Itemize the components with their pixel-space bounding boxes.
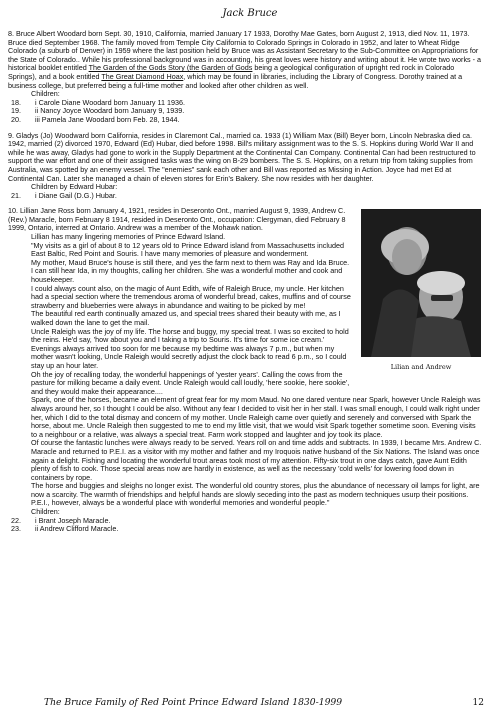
child-name: i Diane Gail (D.G.) Hubar.: [35, 190, 117, 200]
book-title-garden-of-gods: The Garden of the Gods Story (the Garden of Gods: [88, 63, 253, 73]
child-number: 18.: [11, 97, 21, 107]
entry-8-text: [8, 30, 482, 90]
child-number: 23.: [11, 524, 21, 534]
book-title-great-diamond-hoax: The Great Diamond Hoax: [101, 71, 184, 81]
memory-paragraph: My mother, Maud Bruce's house is still there, and yes the farm next to them was Ray and Ida Bruce. I can still hear Ida, in my thoughts, calling her children. She was a wonderful mother and cook and housekeeper.: [31, 257, 350, 285]
photo-lilian-and-andrew: [361, 209, 481, 357]
child-number: 19.: [11, 106, 21, 116]
child-name: i Carole Diane Woodard born January 11 1936.: [35, 97, 185, 107]
entry-8-children-label: Children:: [31, 89, 60, 99]
memory-paragraph: "My visits as a girl of about 8 to 12 years old to Prince Edward island from Massachusetts included East Baltic, Red Point and Souris. I have many memories of pleasure and wonderment.: [31, 240, 344, 259]
entry-8: [8, 30, 482, 125]
entry-9: [8, 132, 482, 201]
page-header: Jack Bruce: [222, 8, 278, 19]
page-number: 12: [472, 698, 484, 708]
entry-10-children-label: Children:: [31, 507, 60, 517]
memory-paragraph: Spark, one of the horses, became an element of great fear for my mom Maud. No one dared venture near Spark, however Uncle Raleigh was always around her, so I thought I could be also. Without any fear I decided to visit her in her stall. I was small enough, I could walk right under her, which I did to the total dismay and concern of my mother. Uncle Raleigh came over quietly and serenely and conversed with Spark the horse, about me. Uncle Raleigh then suggested to me to end my little visit, that we would visit Spark together sometime soon. Evening visits to a neighbour or a relative, was always a special treat. Farm work stopped and laughter and joy took its place.: [31, 395, 481, 439]
memory-paragraph: Oh the joy of recalling today, the wonderful happenings of 'yester years'. Calling the cows from the pasture for milking became a daily event. Uncle Raleigh would call loudly, 'here sookie, here sookie', and they would make their appearance....: [31, 369, 350, 396]
child-name: i Brant Joseph Maracle.: [35, 515, 111, 525]
footer-title: The Bruce Family of Red Point Prince Edward Island 1830-1999: [44, 697, 343, 708]
memory-paragraph: The beautiful red earth continually amazed us, and special trees shared their beauty with me, as I walked down the lane to get the mail.: [31, 309, 341, 327]
entry-10: [8, 207, 482, 534]
photo-caption: Lilian and Andrew: [390, 363, 452, 372]
child-number: 21.: [11, 190, 21, 200]
child-row: [8, 116, 482, 125]
entry-8-text-part-3: , which may be found in libraries, including the Library of Congress. Dorothy trained at a business college, but preferred being a full-time mother and looked after other children as well.: [8, 71, 463, 90]
entry-8-text-part-2: being a geological configuration of upright red rock in Colorado Springs), and a book entitled: [8, 63, 455, 81]
child-name: ii Nancy Joyce Woodard born January 9, 1939.: [35, 106, 185, 116]
entry-8-text-part-1: 8. Bruce Albert Woodard born Sept. 30, 1910, California, married January 17 1933, Dorothy Mae Gates, born August 2, 1913, died Nov. 11, 1973. Bruce died September 1968. The family moved from Temple City California to Colorado Springs in Colorado in 1952, and later to Wheat Ridge Colorado (a suburb of Denver) in 1959 where the last position held by Bruce was as Assistant Secretary to the Sub-Committee on Appropriations for the State of Colorado.. While his professional background was in accounting, his great loves were history and writing about it. He wrote two works - a historical booklet entitled: [8, 29, 482, 73]
child-name: iii Pamela Jane Woodard born Feb. 28, 1944.: [35, 114, 180, 124]
photo-figure: [360, 209, 482, 377]
page-footer: [44, 697, 484, 708]
memory-paragraph: Lillian has many lingering memories of Prince Edward Island.: [31, 232, 226, 242]
entry-9-children-label: Children by Edward Hubar:: [31, 182, 118, 192]
memory-paragraph: Of course the fantastic lunches were always ready to be served. Years roll on and time adds and subtracts. In 1939, I became Mrs. Andrew C. Maracle and returned to P.E.I. as a visitor with my mother and father and my Iroquois native husband of the Six Nations. The Island was once again a delight. Fishing and locating the wonderful trout areas took most of my attention. Fifty-six trout in one days catch, gave Aunt Edith plenty of fish to cook. Those special areas now are hardly in existence, as well as the necessary 'cold wells' for lowering food down in containers by rope.: [31, 438, 482, 482]
entry-10-intro: 10. Lillian Jane Ross born January 4, 1921, resides in Deseronto Ont., married August 9, 1939, Andrew C. (Rev.) Maracle, born February 8 1914, resided in Deseronto Ont., occupation: Clergyman, died February 8 1999, Ontario, interred at Ontario. Andrew was a member of the Mohawk nation.: [8, 206, 346, 233]
child-row: [8, 525, 482, 534]
memory-paragraph: Uncle Raleigh was the joy of my life. The horse and buggy, my special treat. I was so excited to hold the reins. He'd say, 'how about you and I taking a trip to Souris. It's time for some ice cream.' Evenings always arrived too soon for me because my bedtime was always 7 p.m., but when my mother wasn't looking, Uncle Raleigh would secretly adjust the clock back to read 6 p.m., so I could stay up an hour later.: [31, 326, 349, 370]
child-row: [8, 192, 482, 201]
memory-paragraph: The horse and buggies and sleighs no longer exist. The wonderful old country stores, plus the abundance of necessary oil lamps for light, are now a scarcity. The warmth of friendships and helpful hands are slowly seceding into the past as modern techniques usurp their positions. P.E.I., however, always be a wonderful place with wonderful memories and wonderful people.": [31, 481, 480, 508]
page-body: [8, 30, 482, 541]
child-number: 20.: [11, 114, 21, 124]
memory-paragraph: I could always count also, on the magic of Aunt Edith, wife of Raleigh Bruce, my uncle. Her kitchen had a special section where the tremendous aroma of wonderful bread, cakes, muffins and of course strawberry and blueberries were always in abundance and waiting to be picked by me!: [31, 283, 351, 310]
child-name: ii Andrew Clifford Maracle.: [35, 524, 119, 534]
child-number: 22.: [11, 515, 21, 525]
entry-9-text: 9. Gladys (Jo) Woodward born California, resides in Claremont Cal., married ca. 1933 (1) William Max (Bill) Beyer born, Lincoln Nebraska died ca. 1942, married (2) divorced 1970, Edward (Ed) Hubar, died before 1998. Bill's military assignment was to the S. S. Hopkins during World War II and while he was away, Gladys had gone to work in the Supply Department at the Continental Can Company. Continental Can had been restructured to support the war effort and one of their assigned tasks was the wing on B-29 bombers. The S. S. Hopkins, on a return trip from taking supplies from Australia, was spotted by an enemy vessel. The "enemies" sank each other and Bill was reported as Missing in Action. Joyce had met Ed at Continental Can. Later she managed a chain of eleven stores for Erin's Bakery. She now resides with her daughter.: [8, 130, 476, 183]
